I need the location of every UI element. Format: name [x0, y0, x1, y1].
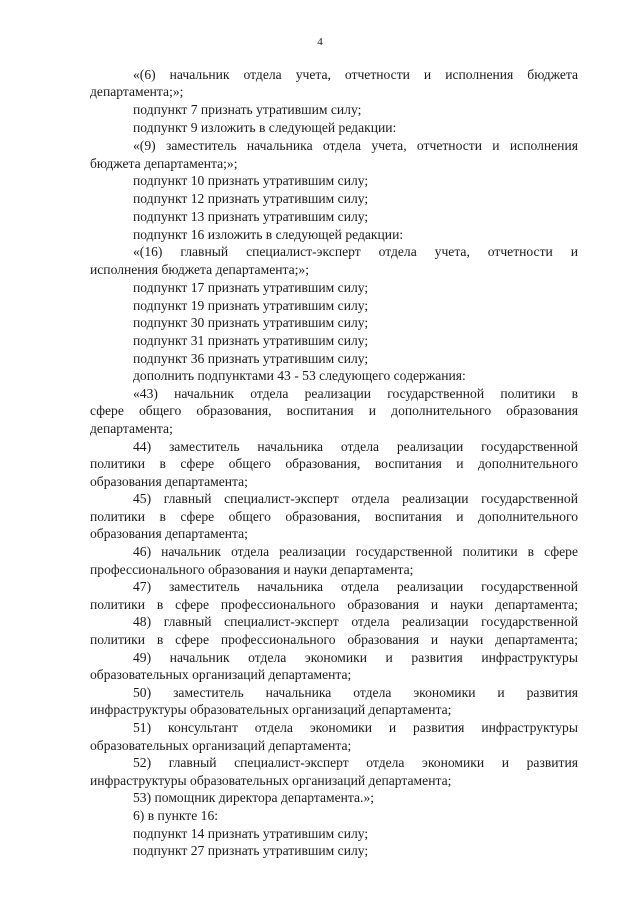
text-line: 44) заместитель начальника отдела реализации государственной [133, 439, 578, 454]
text-line: департамента;»; [90, 84, 184, 99]
text-line: подпункт 13 признать утратившим силу; [133, 209, 369, 224]
text-line: 52) главный специалист-эксперт отдела экономики и развития [133, 755, 578, 770]
text-line: инфраструктуры образовательных организаций департамента; [90, 773, 452, 788]
text-line: подпункт 27 признать утратившим силу; [133, 843, 369, 858]
text-line: подпункт 10 признать утратившим силу; [133, 173, 369, 188]
text-line: дополнить подпунктами 43 - 53 следующего содержания: [133, 368, 466, 383]
text-line: подпункт 30 признать утратившим силу; [133, 315, 369, 330]
text-line: 46) начальник отдела реализации государственной политики в сфере [133, 544, 578, 559]
text-line: исполнения бюджета департамента;»; [90, 262, 309, 277]
text-line: подпункт 9 изложить в следующей редакции: [133, 120, 397, 135]
text-line: образования департамента; [90, 474, 248, 489]
text-line: политики в сфере общего образования, воспитания и дополнительного [90, 456, 578, 471]
text-line: подпункт 16 изложить в следующей редакции: [133, 227, 404, 242]
text-line: сфере общего образования, воспитания и дополнительного образования [90, 403, 578, 418]
text-line: 50) заместитель начальника отдела экономики и развития [133, 685, 578, 700]
text-line: 51) консультант отдела экономики и развития инфраструктуры [133, 720, 578, 735]
text-line: 45) главный специалист-эксперт отдела реализации государственной [133, 491, 578, 506]
text-line: «(6) начальник отдела учета, отчетности и исполнения бюджета [133, 67, 578, 82]
text-line: политики в сфере профессионального образования и науки департамента; [90, 597, 578, 612]
text-line: образовательных организаций департамента; [90, 667, 352, 682]
text-line: политики в сфере общего образования, воспитания и дополнительного [90, 509, 578, 524]
text-line: 49) начальник отдела экономики и развития инфраструктуры [133, 650, 578, 665]
text-line: 47) заместитель начальника отдела реализации государственной [133, 579, 578, 594]
text-line: образовательных организаций департамента; [90, 738, 352, 753]
text-line: подпункт 19 признать утратившим силу; [133, 298, 369, 313]
text-line: 48) главный специалист-эксперт отдела реализации государственной [133, 614, 578, 629]
text-line: инфраструктуры образовательных организаций департамента; [90, 702, 452, 717]
text-line: бюджета департамента;»; [90, 156, 238, 171]
text-line: подпункт 12 признать утратившим силу; [133, 191, 369, 206]
text-line: «(9) заместитель начальника отдела учета, отчетности и исполнения [133, 138, 578, 153]
text-line: 6) в пункте 16: [133, 808, 219, 823]
text-line: подпункт 14 признать утратившим силу; [133, 826, 369, 841]
text-line: подпункт 36 признать утратившим силу; [133, 351, 369, 366]
text-line: профессионального образования и науки департамента; [90, 562, 414, 577]
text-line: образования департамента; [90, 526, 248, 541]
page-number: 4 [317, 36, 323, 48]
text-line: подпункт 17 признать утратившим силу; [133, 280, 369, 295]
text-line: подпункт 31 признать утратившим силу; [133, 333, 369, 348]
text-line: политики в сфере профессионального образования и науки департамента; [90, 632, 578, 647]
text-line: департамента; [90, 421, 173, 436]
text-line: подпункт 7 признать утратившим силу; [133, 102, 362, 117]
text-line: «(16) главный специалист-эксперт отдела учета, отчетности и [133, 244, 578, 259]
text-line: 53) помощник директора департамента.»; [133, 790, 375, 805]
text-line: «43) начальник отдела реализации государственной политики в [133, 386, 578, 401]
